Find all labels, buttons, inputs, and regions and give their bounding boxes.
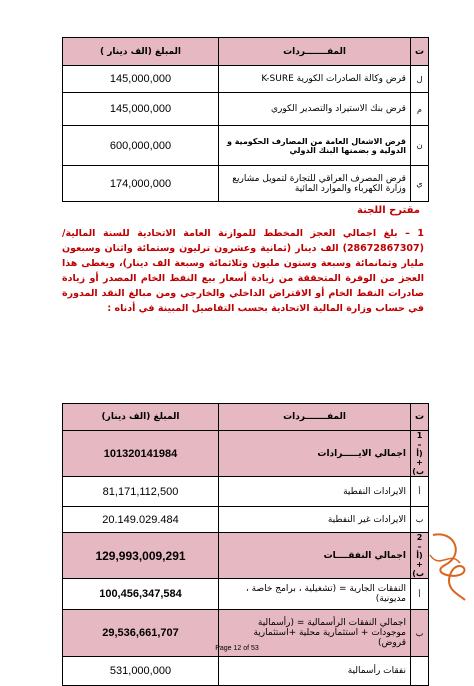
header-idx: ت [411,404,429,431]
table-row [63,166,429,202]
row-amount: 129,993,009,291 [63,533,219,579]
row-idx: أ [411,477,429,507]
row-amount: 531,000,000 [63,657,219,686]
row-desc: قرض بنك الاستيراد والتصدير الكوري [219,93,411,126]
header-idx: ت [411,38,429,66]
table-row [63,477,429,507]
row-idx: أ [411,579,429,610]
table-header-row [63,38,429,66]
table-row [63,657,429,686]
table-header-row [63,404,429,431]
loans-table [62,37,429,202]
table-row-total-revenue [63,431,429,477]
committee-paragraph: 1 – بلغ اجمالي العجز المخطط للموازنة العامة الاتحادية للسنة المالية/ (28672867307) الف دينار (ثمانية وعشرون ترليون وستمائة واثنان وسبعون مليار وثمانمائة وسبعة وستون مليون وثلاثمائة وسبعة الف دينار)، ويغطى هذا العجز من الوفرة المتحققة من زيادة أسعار بيع النفط الخام المصدر أو زيادة صادرات النفط الخام أو الاقتراض الداخلي والخارجي ومن مبالغ النقد المدورة في حساب وزارة المالية الاتحادية بحسب التفاصيل المبينة في أدناه : [62,228,424,314]
row-desc: اجمالي الايـــــرادات [219,431,411,477]
table-row [63,507,429,533]
committee-heading: مقترح اللجنة [357,205,420,216]
handwritten-signature [425,525,470,605]
row-amount: 145,000,000 [63,93,219,126]
row-desc: نفقات رأسمالية [219,657,411,686]
row-amount: 29,536,661,707 [63,610,219,657]
row-desc: قرض المصرف العراقي للتجارة لتمويل مشاريع وزارة الكهرباء والموارد المائية [219,166,411,202]
header-desc: المفـــــــردات [219,38,411,66]
row-desc: الايرادات النفطية [219,477,411,507]
table-row [63,66,429,93]
row-idx: ب [411,507,429,533]
row-idx: ب [411,610,429,657]
row-idx: 2 –(أ + ب) [411,533,429,579]
row-idx: م [411,93,429,126]
row-desc: اجمالي النفقات الرأسمالية = (رأسمالية موجودات + استثمارية محلية +استثمارية قروض) [219,610,411,657]
row-amount: 145,000,000 [63,66,219,93]
row-idx [411,657,429,686]
row-idx: ل [411,66,429,93]
table-row [63,93,429,126]
row-desc: قرض وكالة الصادرات الكورية K-SURE [219,66,411,93]
table-row [63,579,429,610]
table-row [63,126,429,166]
row-desc: قرض الاشغال العامة من المصارف الحكومية و الدولية و بضمنها البنك الدولي [219,126,411,166]
row-amount: 101320141984 [63,431,219,477]
row-idx: 1 –(أ + ب) [411,431,429,477]
row-amount: 174,000,000 [63,166,219,202]
row-amount: 100,456,347,584 [63,579,219,610]
row-amount: 20.149.029.484 [63,507,219,533]
row-idx: ي [411,166,429,202]
header-amount: المبلغ (الف دينار ) [63,38,219,66]
row-desc: اجمالي النفقــــات [219,533,411,579]
row-desc: الايرادات غير النفطية [219,507,411,533]
row-amount: 81,171,112,500 [63,477,219,507]
table-row-total-expenses [63,533,429,579]
row-desc: النفقات الجارية = (تشغيلية ، برامج خاصة ، مديونية) [219,579,411,610]
row-idx: ن [411,126,429,166]
header-desc: المفـــــــردات [219,404,411,431]
row-amount: 600,000,000 [63,126,219,166]
header-amount: المبلغ (الف دينار) [63,404,219,431]
budget-table [62,403,429,686]
page-footer: Page 12 of 53 [215,645,259,652]
